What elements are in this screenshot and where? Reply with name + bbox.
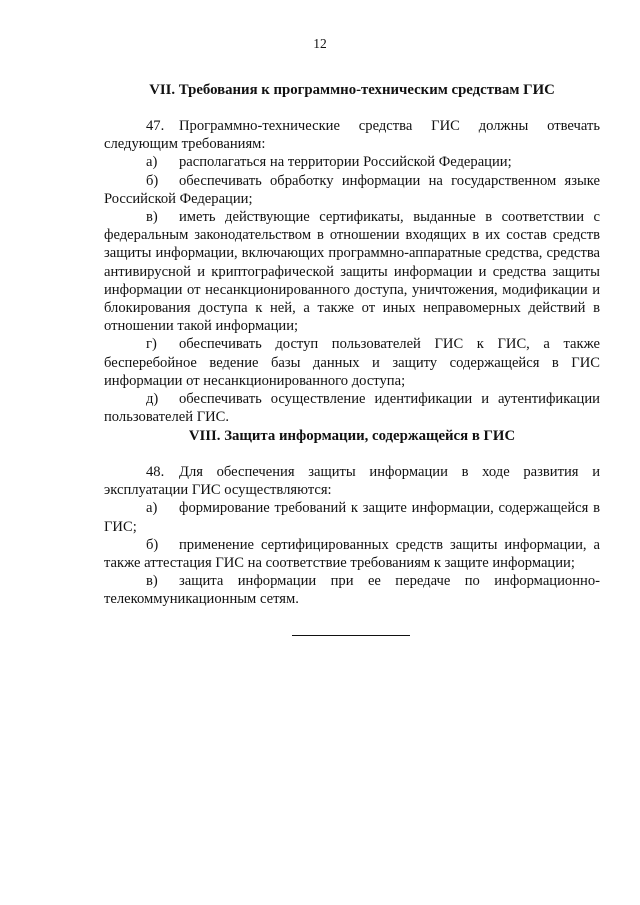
list-item <box>104 572 600 608</box>
paragraph-47 <box>104 117 600 153</box>
list-item <box>104 172 600 208</box>
list-marker: а) <box>146 500 158 517</box>
list-item <box>104 390 600 426</box>
list-item-text: применение сертифицированных средств защиты информации, а также аттестация ГИС на соответствие требованиям к защите информации; <box>104 536 600 572</box>
list-item-text: располагаться на территории Российской Федерации; <box>179 154 512 171</box>
list-item <box>104 536 600 572</box>
section-8-body <box>104 463 600 609</box>
list-marker: д) <box>146 391 159 408</box>
list-item <box>104 153 600 171</box>
list-item-text: обеспечивать доступ пользователей ГИС к ГИС, а также бесперебойное ведение базы данных и защиту содержащейся в ГИС информации от несанкционированного доступа; <box>104 336 600 389</box>
section-7-heading: VII. Требования к программно-техническим средствам ГИС <box>149 82 555 98</box>
list-marker: в) <box>146 573 158 590</box>
list-item <box>104 499 600 535</box>
list-marker: а) <box>146 154 158 171</box>
paragraph-48 <box>104 463 600 499</box>
section-8-heading: VIII. Защита информации, содержащейся в ГИС <box>188 428 516 444</box>
paragraph-number: 48. <box>146 464 165 480</box>
list-item <box>104 208 600 335</box>
list-item-text: иметь действующие сертификаты, выданные в соответствии с федеральным законодательством в отношении входящих в их состав средств защиты информации, включающих программно-аппаратные средства, средства антивирусной и криптографической защиты информации и средства защиты информации от несанкционированного доступа, уничтожения, модификации и блокирования доступа к ней, а также от иных неправомерных действий в отношении такой информации; <box>104 209 600 335</box>
list-marker: б) <box>146 172 159 189</box>
paragraph-text: Для обеспечения защиты информации в ходе развития и эксплуатации ГИС осуществляются: <box>104 464 600 499</box>
list-marker: б) <box>146 536 159 553</box>
paragraph-text: Программно-технические средства ГИС должны отвечать следующим требованиям: <box>104 118 600 153</box>
list-item-text: формирование требований к защите информации, содержащейся в ГИС; <box>104 500 600 535</box>
list-item-text: защита информации при ее передаче по информационно-телекоммуникационным сетям. <box>104 573 600 608</box>
list-marker: в) <box>146 209 158 226</box>
list-marker: г) <box>146 336 157 353</box>
page-number: 12 <box>313 36 327 51</box>
paragraph-number: 47. <box>146 118 165 134</box>
end-rule <box>292 635 410 636</box>
list-item-text: обеспечивать обработку информации на государственном языке Российской Федерации; <box>104 172 600 207</box>
list-item <box>104 335 600 390</box>
section-7-body <box>104 117 600 426</box>
list-item-text: обеспечивать осуществление идентификации и аутентификации пользователей ГИС. <box>104 391 600 426</box>
